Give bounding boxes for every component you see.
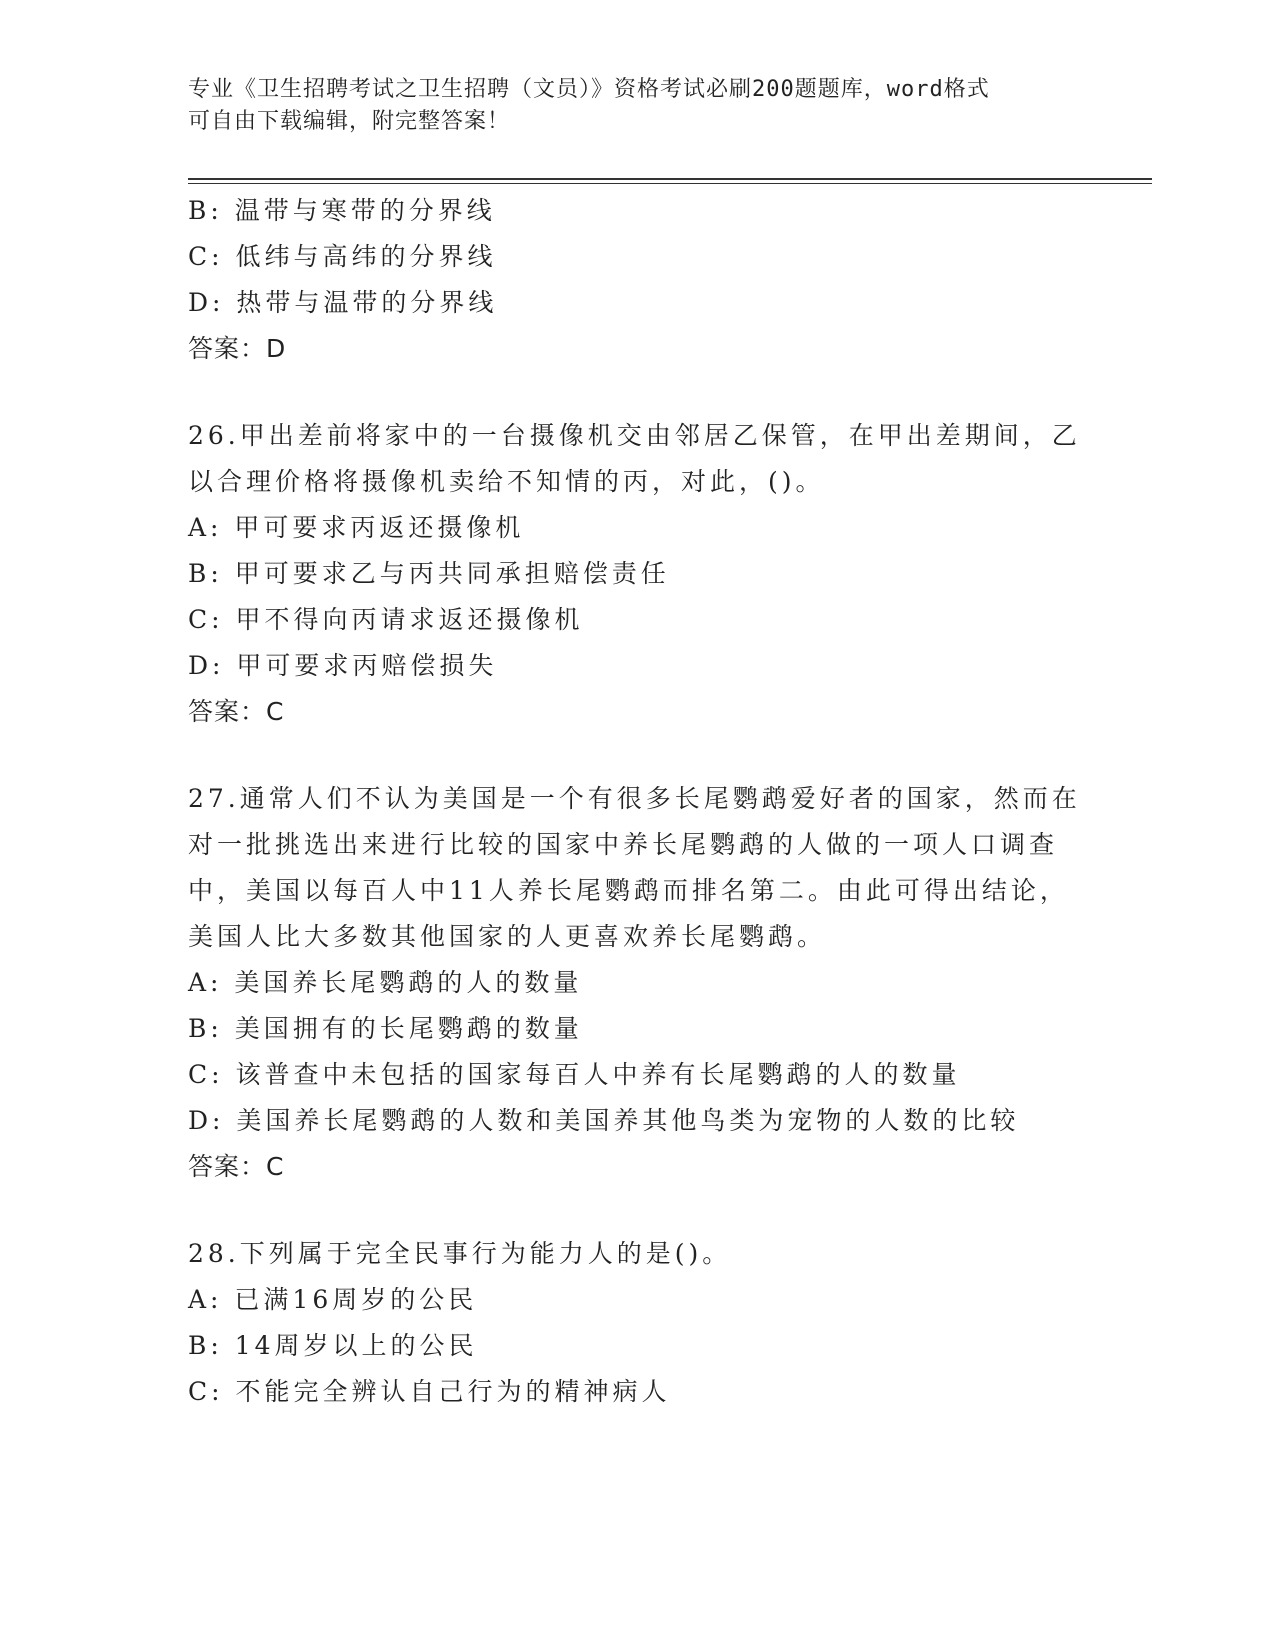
- question-28: [188, 1231, 1068, 1415]
- document-header: [188, 74, 1068, 138]
- question-25-continued: [188, 188, 1068, 372]
- question-stem-line: 27.通常人们不认为美国是一个有很多长尾鹦鹉爱好者的国家，然而在: [188, 784, 1081, 813]
- question-stem-line: 28.下列属于完全民事行为能力人的是()。: [188, 1239, 732, 1268]
- option-c: C: 低纬与高纬的分界线: [188, 242, 497, 271]
- question-26: [188, 413, 1081, 735]
- answer-line: 答案：D: [188, 334, 287, 363]
- header-line-2: 可自由下载编辑，附完整答案！: [188, 109, 511, 134]
- option-b: B: 温带与寒带的分界线: [188, 196, 496, 225]
- question-27: [188, 776, 1081, 1190]
- document-body: [188, 188, 1081, 1415]
- question-spacer: [188, 735, 1068, 776]
- option-b: B: 甲可要求乙与丙共同承担赔偿责任: [188, 559, 670, 588]
- question-stem-line: 对一批挑选出来进行比较的国家中养长尾鹦鹉的人做的一项人口调查: [188, 830, 1059, 859]
- question-stem-line: 以合理价格将摄像机卖给不知情的丙，对此，()。: [188, 467, 825, 496]
- option-b: B: 14周岁以上的公民: [188, 1331, 478, 1360]
- option-d: D: 甲可要求丙赔偿损失: [188, 651, 498, 680]
- question-spacer: [188, 1190, 1068, 1231]
- question-stem-line: 中，美国以每百人中11人养长尾鹦鹉而排名第二。由此可得出结论，: [188, 876, 1069, 905]
- option-b: B: 美国拥有的长尾鹦鹉的数量: [188, 1014, 583, 1043]
- option-a: A: 已满16周岁的公民: [188, 1285, 478, 1314]
- option-a: A: 美国养长尾鹦鹉的人的数量: [188, 968, 583, 997]
- header-line-1: 专业《卫生招聘考试之卫生招聘（文员）》资格考试必刷200题题库，word格式: [188, 77, 990, 102]
- option-c: C: 该普查中未包括的国家每百人中养有长尾鹦鹉的人的数量: [188, 1060, 961, 1089]
- option-c: C: 甲不得向丙请求返还摄像机: [188, 605, 584, 634]
- header-rule-thick: [188, 178, 1152, 180]
- option-c: C: 不能完全辨认自己行为的精神病人: [188, 1377, 671, 1406]
- question-stem-line: 26.甲出差前将家中的一台摄像机交由邻居乙保管，在甲出差期间，乙: [188, 421, 1081, 450]
- option-a: A: 甲可要求丙返还摄像机: [188, 513, 525, 542]
- answer-line: 答案：C: [188, 697, 285, 726]
- answer-line: 答案：C: [188, 1152, 285, 1181]
- question-stem-line: 美国人比大多数其他国家的人更喜欢养长尾鹦鹉。: [188, 922, 827, 951]
- header-rule-thin: [188, 183, 1152, 184]
- option-d: D: 美国养长尾鹦鹉的人数和美国养其他鸟类为宠物的人数的比较: [188, 1106, 1020, 1135]
- question-spacer: [188, 372, 1068, 413]
- option-d: D: 热带与温带的分界线: [188, 288, 498, 317]
